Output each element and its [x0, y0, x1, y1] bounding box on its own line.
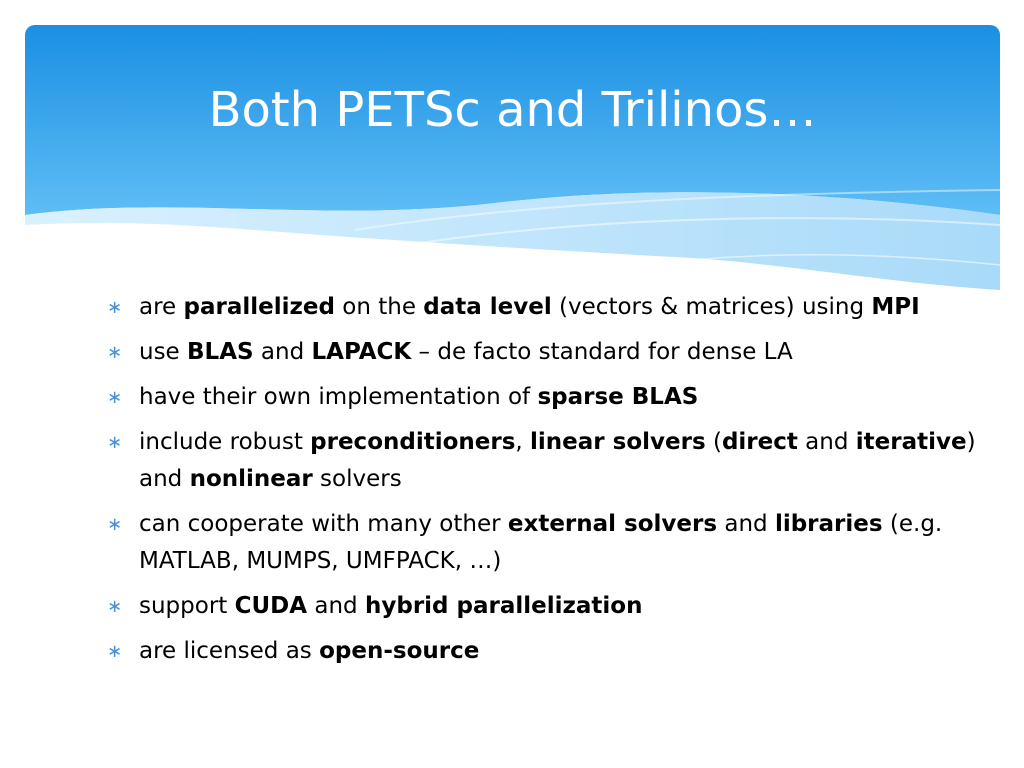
bullet-text: on the	[334, 294, 424, 320]
bullet-text: can cooperate with many other	[139, 511, 508, 537]
bullet-marker-icon: ∗	[107, 432, 123, 453]
bullet-text-bold: data level	[423, 294, 552, 320]
bullet-item	[105, 588, 985, 625]
bullet-marker-icon: ∗	[107, 387, 123, 408]
bullet-item	[105, 633, 985, 670]
header-banner	[25, 25, 1000, 290]
bullet-text: ) and	[139, 429, 976, 492]
bullet-text-bold: external solvers	[507, 511, 718, 537]
bullet-marker-icon: ∗	[107, 342, 123, 363]
bullet-text-bold: BLAS	[187, 339, 254, 365]
bullet-text-bold: CUDA	[234, 593, 308, 619]
wave-banner-graphic	[25, 25, 1000, 290]
bullet-text: (vectors & matrices) using	[551, 294, 872, 320]
bullet-marker-icon: ∗	[107, 596, 123, 617]
bullet-item	[105, 379, 985, 416]
bullet-text-bold: libraries	[774, 511, 883, 537]
bullet-marker-icon: ∗	[107, 641, 123, 662]
bullet-item	[105, 289, 985, 326]
bullet-text-bold: LAPACK	[311, 339, 412, 365]
bullet-text: are licensed as	[139, 638, 320, 664]
bullet-text: support	[139, 593, 235, 619]
bullet-text: solvers	[312, 466, 402, 492]
bullet-text-bold: iterative	[855, 429, 967, 455]
slide-title: Both PETSc and Trilinos…	[208, 82, 817, 138]
bullet-list	[105, 289, 985, 678]
bullet-text: have their own implementation of	[139, 384, 538, 410]
bullet-text-bold: direct	[721, 429, 798, 455]
bullet-text: (	[705, 429, 722, 455]
bullet-text-bold: hybrid parallelization	[364, 593, 643, 619]
bullet-text-bold: sparse BLAS	[537, 384, 699, 410]
bullet-marker-icon: ∗	[107, 297, 123, 318]
bullet-text: (e.g. MATLAB, MUMPS, UMFPACK, …)	[139, 511, 943, 574]
bullet-text: use	[139, 339, 188, 365]
bullet-text: and	[717, 511, 775, 537]
bullet-text: include robust	[139, 429, 311, 455]
bullet-text-bold: MPI	[871, 294, 920, 320]
bullet-marker-icon: ∗	[107, 514, 123, 535]
bullet-text-bold: open-source	[319, 638, 480, 664]
bullet-text: are	[139, 294, 184, 320]
bullet-text: – de facto standard for dense LA	[411, 339, 793, 365]
bullet-text-bold: nonlinear	[189, 466, 313, 492]
bullet-text: and	[797, 429, 856, 455]
bullet-text-bold: parallelized	[183, 294, 335, 320]
bullet-item	[105, 334, 985, 371]
bullet-item	[105, 506, 985, 580]
bullet-text: ,	[515, 429, 531, 455]
bullet-text: and	[253, 339, 312, 365]
bullet-text: and	[307, 593, 365, 619]
bullet-text-bold: preconditioners	[310, 429, 516, 455]
bullet-text-bold: linear solvers	[530, 429, 706, 455]
bullet-item	[105, 424, 985, 498]
